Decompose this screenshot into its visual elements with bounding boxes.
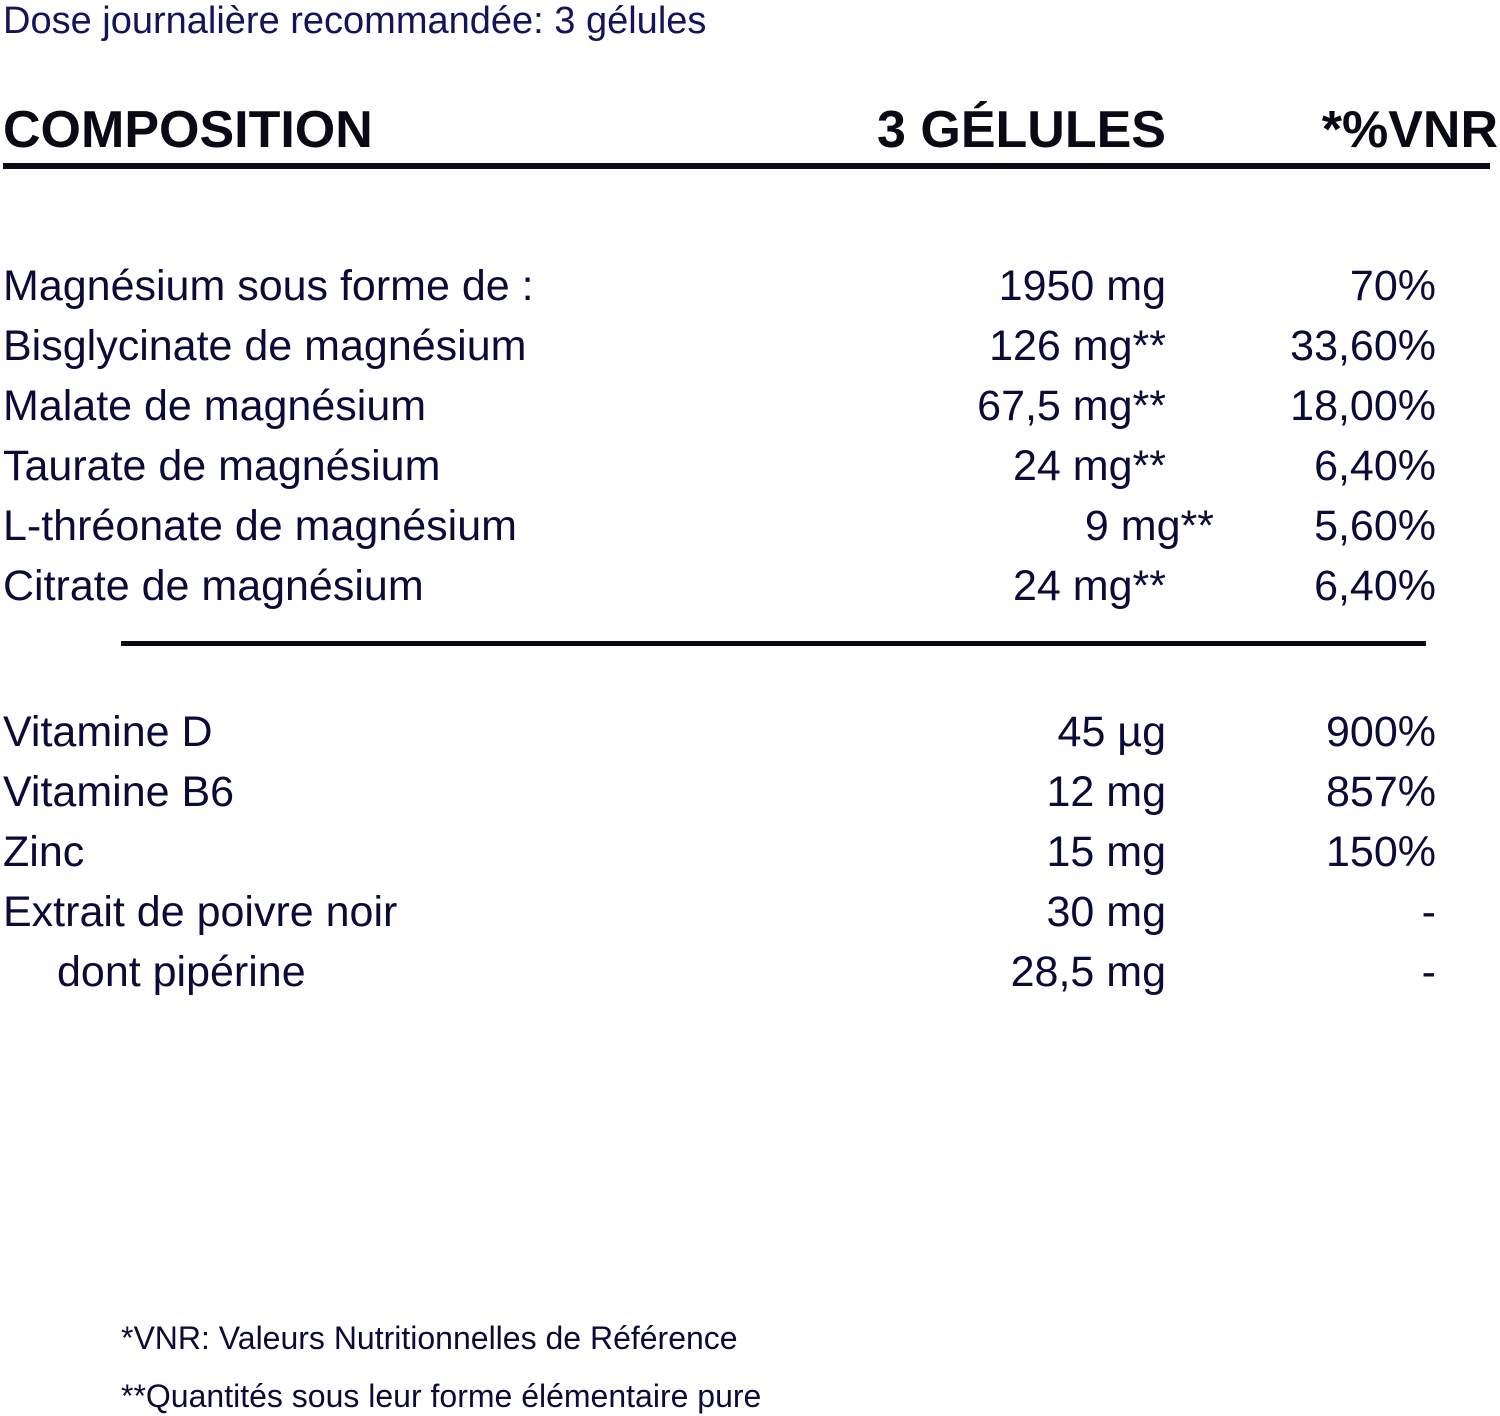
ingredient-name: L-thréonate de magnésium bbox=[3, 502, 517, 550]
daily-dose-text: Dose journalière recommandée: 3 gélules bbox=[3, 0, 707, 42]
ingredient-quantity: 12 mg bbox=[1046, 768, 1166, 816]
table-row bbox=[0, 768, 1500, 831]
ingredient-quantity: 28,5 mg bbox=[1010, 948, 1166, 996]
ingredient-quantity: 24 mg** bbox=[1013, 562, 1166, 610]
header-quantity: 3 GÉLULES bbox=[877, 101, 1166, 159]
ingredient-vnr: 6,40% bbox=[1314, 562, 1436, 610]
ingredient-quantity: 45 µg bbox=[1057, 708, 1166, 756]
footnote-quantities: **Quantités sous leur forme élémentaire pure bbox=[121, 1378, 762, 1414]
ingredient-name: Taurate de magnésium bbox=[3, 442, 441, 490]
table-row bbox=[0, 262, 1500, 325]
ingredient-vnr: 6,40% bbox=[1314, 442, 1436, 490]
ingredient-vnr: 18,00% bbox=[1290, 382, 1436, 430]
ingredient-quantity: 15 mg bbox=[1046, 828, 1166, 876]
table-row bbox=[0, 562, 1500, 625]
section-divider bbox=[121, 641, 1426, 646]
ingredient-vnr: 150% bbox=[1326, 828, 1436, 876]
table-row bbox=[0, 502, 1500, 565]
header-composition: COMPOSITION bbox=[3, 101, 373, 159]
ingredient-vnr: 857% bbox=[1326, 768, 1436, 816]
ingredient-quantity: 67,5 mg** bbox=[977, 382, 1166, 430]
header-vnr: *%VNR bbox=[1321, 101, 1498, 159]
ingredient-quantity: 30 mg bbox=[1046, 888, 1166, 936]
ingredient-name: Magnésium sous forme de : bbox=[3, 262, 534, 310]
ingredient-name: Vitamine B6 bbox=[3, 768, 235, 816]
ingredient-name: dont pipérine bbox=[57, 948, 306, 996]
ingredient-quantity: 24 mg** bbox=[1013, 442, 1166, 490]
header-divider bbox=[3, 163, 1490, 169]
footnote-vnr: *VNR: Valeurs Nutritionnelles de Référence bbox=[121, 1320, 738, 1356]
table-row bbox=[0, 708, 1500, 771]
ingredient-name: Extrait de poivre noir bbox=[3, 888, 398, 936]
table-row bbox=[0, 948, 1500, 1011]
ingredient-quantity: 126 mg** bbox=[989, 322, 1166, 370]
ingredient-name: Bisglycinate de magnésium bbox=[3, 322, 527, 370]
table-row bbox=[0, 322, 1500, 385]
ingredient-vnr: - bbox=[1421, 888, 1436, 936]
ingredient-name: Citrate de magnésium bbox=[3, 562, 424, 610]
table-row bbox=[0, 828, 1500, 891]
ingredient-vnr: 33,60% bbox=[1290, 322, 1436, 370]
ingredient-quantity: 1950 mg bbox=[998, 262, 1166, 310]
ingredient-name: Zinc bbox=[3, 828, 85, 876]
table-row bbox=[0, 382, 1500, 445]
ingredient-quantity: 9 mg** bbox=[1084, 502, 1214, 550]
ingredient-name: Vitamine D bbox=[3, 708, 213, 756]
ingredient-vnr: - bbox=[1421, 948, 1436, 996]
ingredient-vnr: 900% bbox=[1326, 708, 1436, 756]
ingredient-name: Malate de magnésium bbox=[3, 382, 427, 430]
table-row bbox=[0, 888, 1500, 951]
table-row bbox=[0, 442, 1500, 505]
ingredient-vnr: 5,60% bbox=[1314, 502, 1436, 550]
ingredient-vnr: 70% bbox=[1349, 262, 1436, 310]
